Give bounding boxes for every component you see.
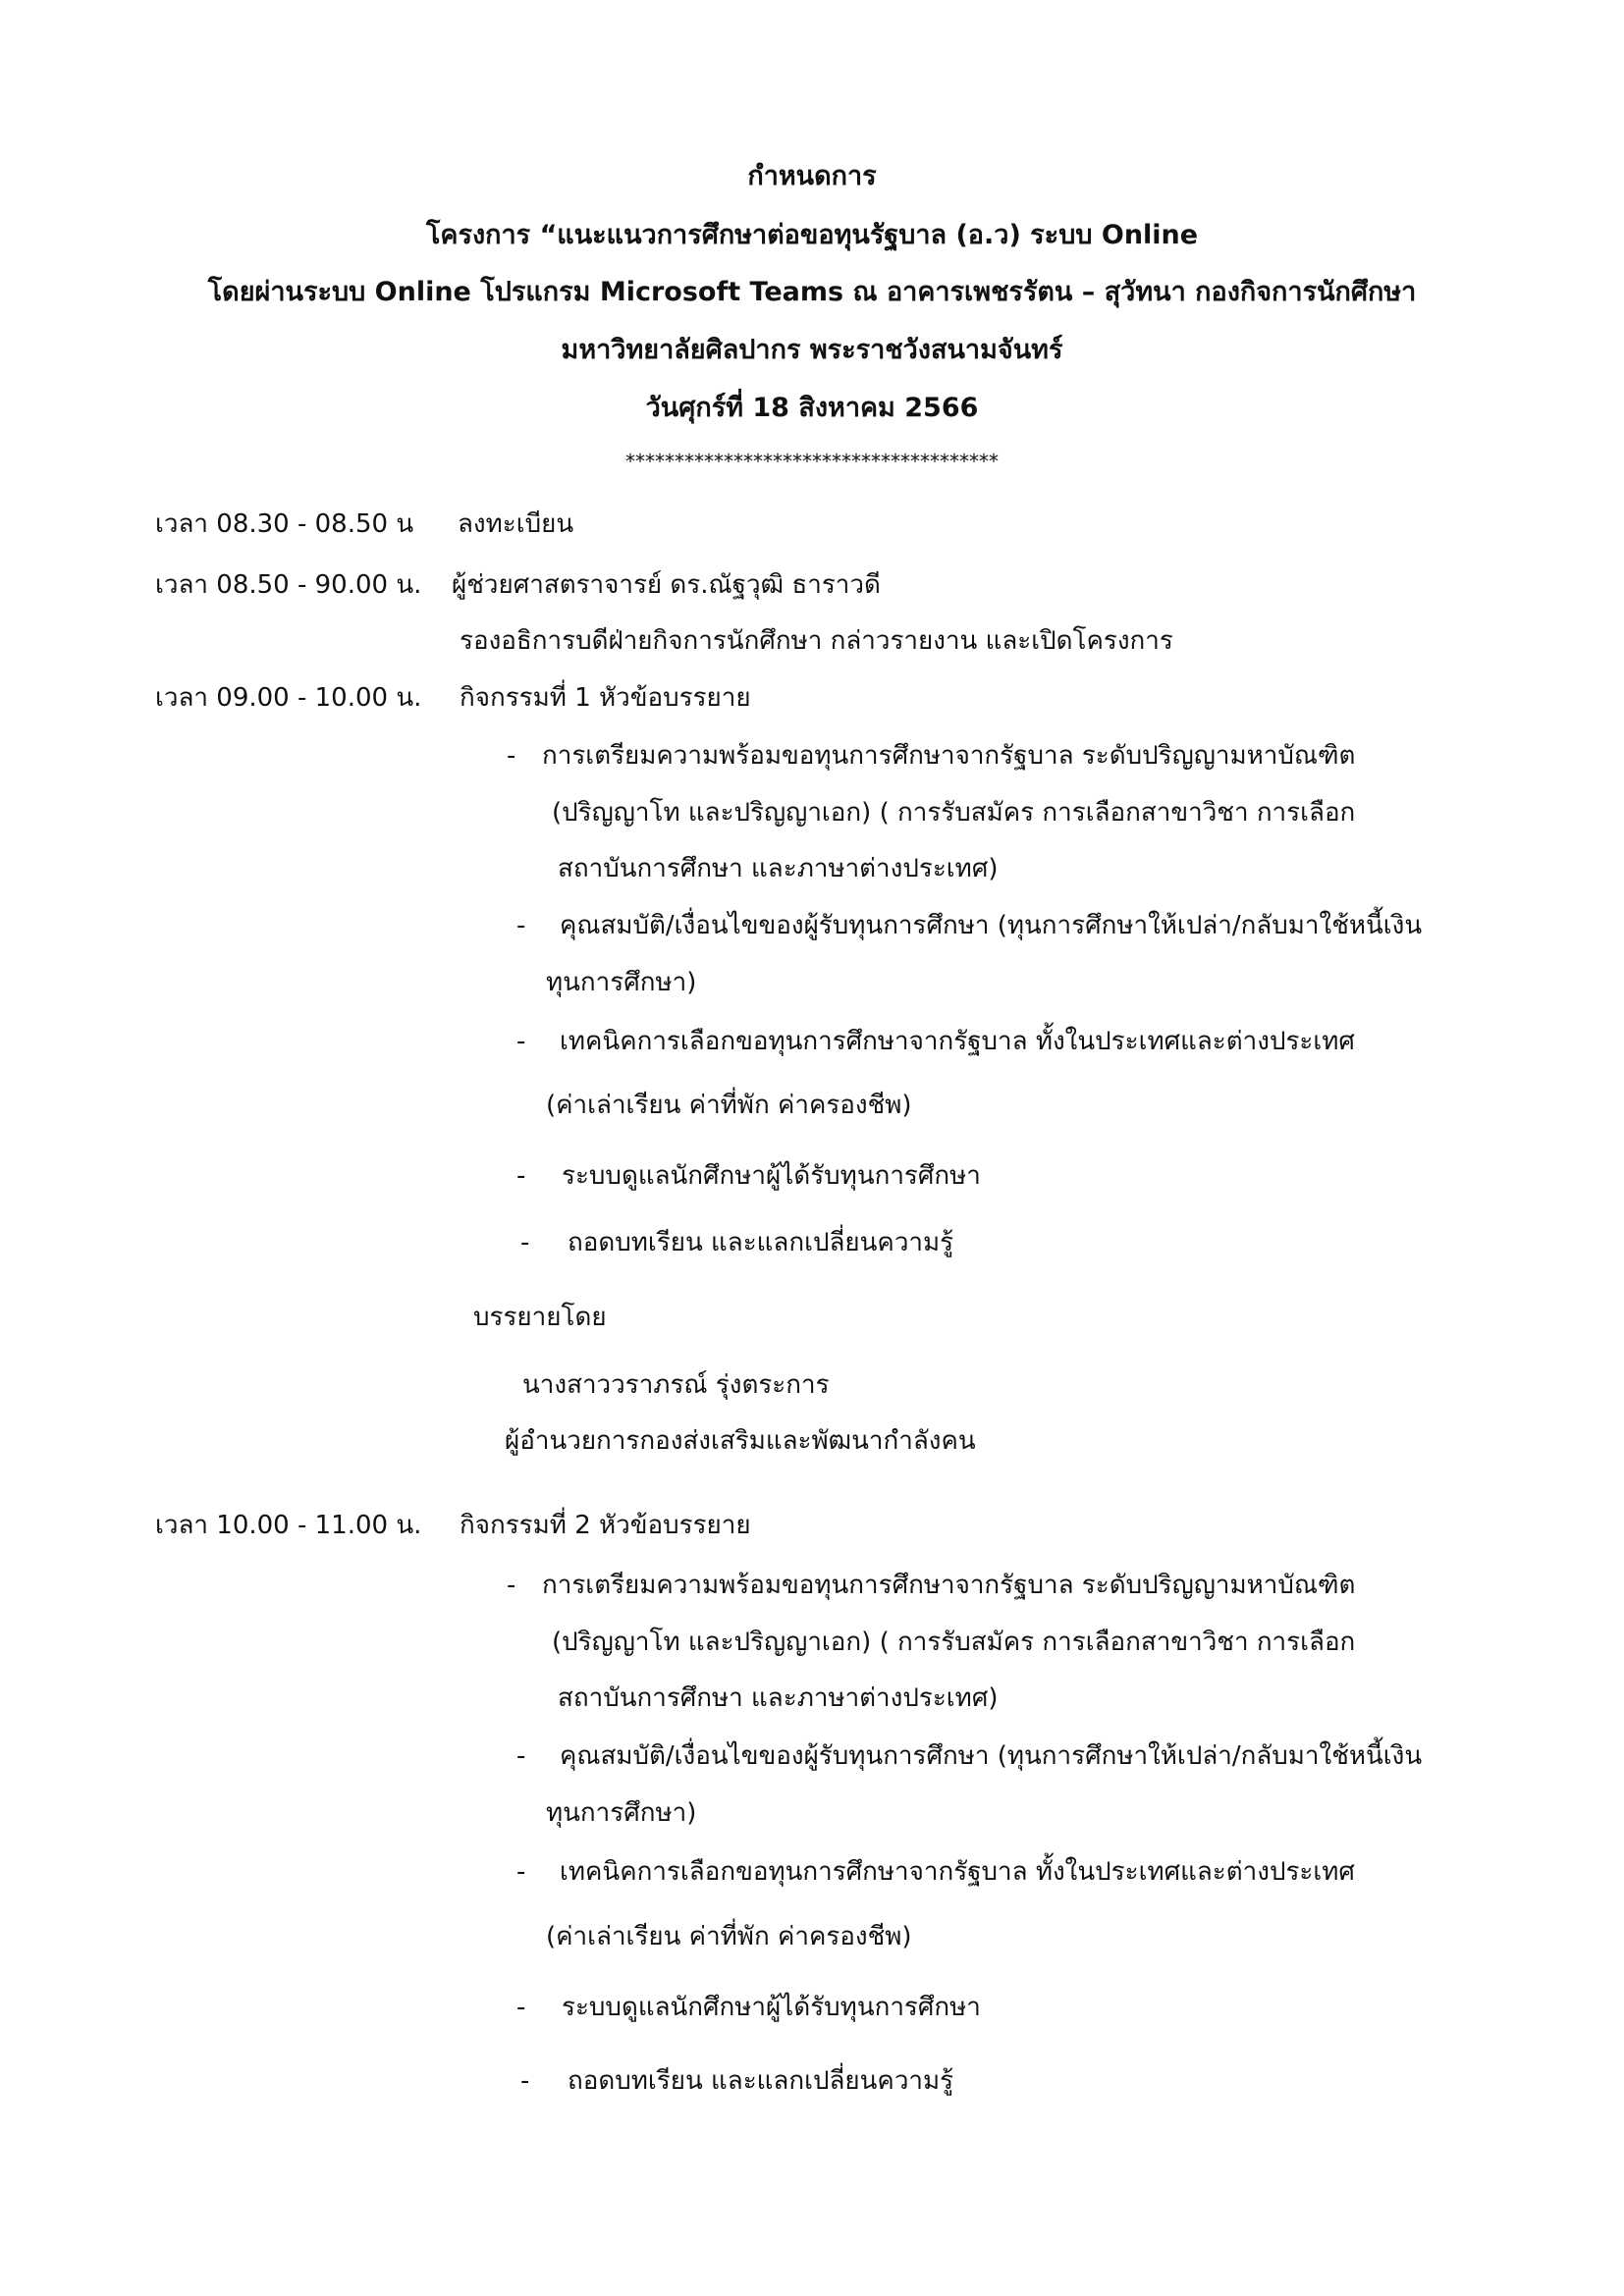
opening-speaker: ผู้ช่วยศาสตราจารย์ ดร.ณัฐวุฒิ ธาราวดี — [452, 570, 881, 600]
speaker-title: ผู้อำนวยการกองส่งเสริมและพัฒนากำลังคน — [505, 1426, 976, 1456]
activity-2-topic-3: เทคนิคการเลือกขอทุนการศึกษาจากรัฐบาล ทั้งในประเทศและต่างประเทศ — [560, 1857, 1355, 1887]
venue-line: โดยผ่านระบบ Online โปรแกรม Microsoft Teams ณ อาคารเพชรรัตน – สุวัทนา กองกิจการนักศึกษา — [207, 277, 1417, 307]
speaker-name: นางสาววราภรณ์ รุ่งตระการ — [522, 1370, 830, 1400]
activity-2-topic-1: การเตรียมความพร้อมขอทุนการศึกษาจากรัฐบาล ระดับปริญญามหาบัณฑิต — [542, 1571, 1356, 1600]
bullet-dash: - — [516, 911, 526, 940]
time-slot-4: เวลา 10.00 - 11.00 น. — [155, 1511, 422, 1540]
activity-1-title: กิจกรรมที่ 1 หัวข้อบรรยาย — [460, 683, 751, 713]
activity-2-topic-1-cont: (ปริญญาโท และปริญญาเอก) ( การรับสมัคร การเลือกสาขาวิชา การเลือก — [552, 1628, 1356, 1657]
bullet-dash: - — [516, 1161, 526, 1191]
time-slot-1: เวลา 08.30 - 08.50 น — [155, 509, 414, 539]
activity-2-topic-3-cont: (ค่าเล่าเรียน ค่าที่พัก ค่าครองชีพ) — [546, 1922, 912, 1951]
bullet-dash: - — [516, 1027, 526, 1056]
bullet-dash: - — [516, 1993, 526, 2022]
separator-stars: ************************************** — [625, 450, 999, 473]
activity-2-topic-4: ระบบดูแลนักศึกษาผู้ได้รับทุนการศึกษา — [562, 1993, 981, 2022]
opening-speaker-role: รองอธิการบดีฝ่ายกิจการนักศึกษา กล่าวรายงาน และเปิดโครงการ — [460, 626, 1173, 656]
activity-2-topic-5: ถอดบทเรียน และแลกเปลี่ยนความรู้ — [568, 2066, 954, 2096]
time-slot-3: เวลา 09.00 - 10.00 น. — [155, 683, 422, 713]
activity-1-topic-1-cont: (ปริญญาโท และปริญญาเอก) ( การรับสมัคร การเลือกสาขาวิชา การเลือก — [552, 798, 1356, 828]
registration-text: ลงทะเบียน — [458, 509, 574, 539]
activity-2-topic-2-cont: ทุนการศึกษา) — [546, 1798, 697, 1828]
activity-1-topic-1: การเตรียมความพร้อมขอทุนการศึกษาจากรัฐบาล ระดับปริญญามหาบัณฑิต — [542, 741, 1356, 771]
activity-1-topic-3-cont: (ค่าเล่าเรียน ค่าที่พัก ค่าครองชีพ) — [546, 1091, 912, 1120]
activity-1-topic-4: ระบบดูแลนักศึกษาผู้ได้รับทุนการศึกษา — [562, 1161, 981, 1191]
bullet-dash: - — [520, 2066, 530, 2096]
activity-1-topic-1-cont2: สถาบันการศึกษา และภาษาต่างประเทศ) — [558, 854, 999, 883]
activity-2-topic-2: คุณสมบัติ/เงื่อนไขของผู้รับทุนการศึกษา (ทุนการศึกษาให้เปล่า/กลับมาใช้หนี้เงิน — [560, 1741, 1423, 1771]
activity-1-topic-2-cont: ทุนการศึกษา) — [546, 968, 697, 997]
time-slot-2: เวลา 08.50 - 90.00 น. — [155, 570, 422, 600]
event-date: วันศุกร์ที่ 18 สิงหาคม 2566 — [645, 393, 979, 423]
university-line: มหาวิทยาลัยศิลปากร พระราชวังสนามจันทร์ — [561, 335, 1063, 365]
lecture-by-label: บรรยายโดย — [473, 1303, 607, 1332]
activity-1-topic-3: เทคนิคการเลือกขอทุนการศึกษาจากรัฐบาล ทั้งในประเทศและต่างประเทศ — [560, 1027, 1355, 1056]
bullet-dash: - — [520, 1228, 530, 1257]
bullet-dash: - — [507, 741, 516, 771]
project-name: โครงการ “แนะแนวการศึกษาต่อขอทุนรัฐบาล (อ.ว) ระบบ Online — [425, 220, 1199, 250]
activity-2-title: กิจกรรมที่ 2 หัวข้อบรรยาย — [460, 1511, 751, 1540]
bullet-dash: - — [516, 1741, 526, 1771]
activity-1-topic-5: ถอดบทเรียน และแลกเปลี่ยนความรู้ — [568, 1228, 954, 1257]
bullet-dash: - — [507, 1571, 516, 1600]
page-title: กำหนดการ — [747, 161, 877, 191]
activity-2-topic-1-cont2: สถาบันการศึกษา และภาษาต่างประเทศ) — [558, 1683, 999, 1713]
bullet-dash: - — [516, 1857, 526, 1887]
activity-1-topic-2: คุณสมบัติ/เงื่อนไขของผู้รับทุนการศึกษา (ทุนการศึกษาให้เปล่า/กลับมาใช้หนี้เงิน — [560, 911, 1423, 940]
